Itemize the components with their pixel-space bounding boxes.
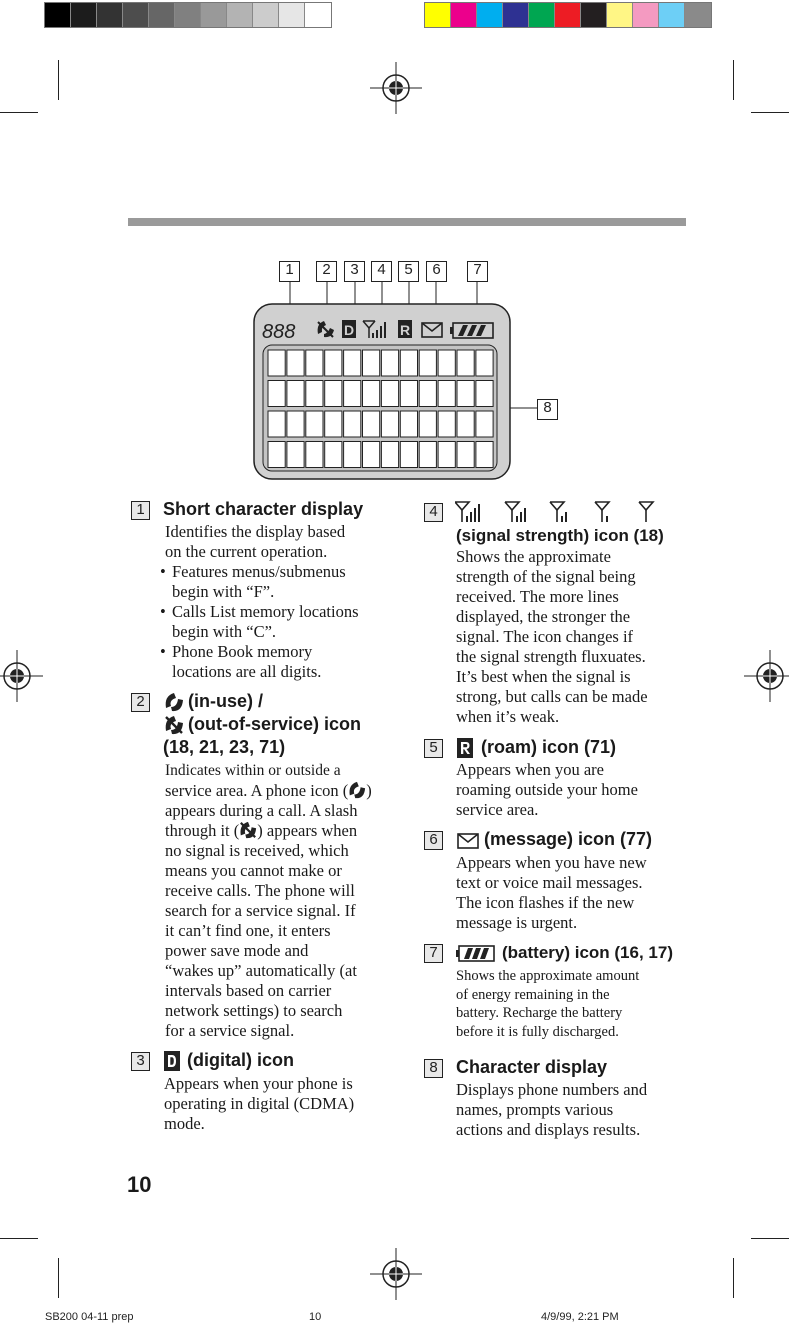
callout-4: 4 (371, 261, 392, 282)
color-swatch (451, 3, 477, 27)
body-line: service area. (456, 800, 539, 819)
gray-swatch (123, 3, 149, 27)
lcd-cell (381, 411, 398, 437)
callout-1: 1 (279, 261, 300, 282)
body-line: actions and displays results. (456, 1120, 641, 1139)
lcd-cell (287, 411, 304, 437)
message-envelope-icon (457, 833, 479, 849)
crop-mark (0, 1238, 38, 1239)
body-line: Calls List memory locations (172, 602, 359, 621)
footer-center: 10 (309, 1311, 322, 1323)
item-7-body (456, 967, 639, 1041)
item-5-title: (roam) icon (71) (481, 737, 617, 757)
item-2-title-line2: (out-of-service) icon (188, 714, 362, 734)
item-7-title: (battery) icon (16, 17) (502, 943, 673, 962)
lcd-cell (306, 350, 323, 376)
lcd-cell (438, 350, 455, 376)
lcd-cell (438, 411, 455, 437)
lcd-cell (419, 350, 436, 376)
lcd-cell (400, 442, 417, 468)
body-line: Displays phone numbers and (456, 1080, 648, 1099)
body-line: intervals based on carrier (165, 981, 332, 1000)
lcd-display-diagram (250, 282, 562, 484)
item-1-body (165, 522, 345, 562)
lcd-cell (476, 381, 493, 407)
lcd-short-digits: 888 (262, 321, 296, 343)
gray-swatch (175, 3, 201, 27)
body-text: service area. A phone icon ( (165, 781, 349, 800)
lcd-cell (363, 442, 380, 468)
lcd-cell (325, 442, 342, 468)
item-1-number: 1 (131, 501, 150, 520)
lcd-cell (325, 350, 342, 376)
bullet-dot: • (160, 562, 166, 581)
lcd-cell (400, 350, 417, 376)
lcd-cell (476, 411, 493, 437)
lcd-cell (344, 442, 361, 468)
body-line: Appears when you have new (456, 853, 647, 872)
crop-mark (733, 1258, 734, 1298)
lcd-cell (363, 350, 380, 376)
slashed-phone-icon (239, 821, 257, 839)
lcd-cell (419, 411, 436, 437)
lcd-cell (344, 350, 361, 376)
color-swatch (503, 3, 529, 27)
body-text: through it ( (165, 821, 240, 840)
digital-d-icon (164, 1051, 180, 1071)
body-line: begin with “C”. (172, 622, 277, 641)
lcd-cell (476, 350, 493, 376)
body-line: names, prompts various (456, 1100, 614, 1119)
item-1-title: Short character display (163, 499, 364, 519)
body-line: text or voice mail messages. (456, 873, 643, 892)
body-line: It’s best when the signal is (456, 667, 631, 686)
body-line: displayed, the stronger the (456, 607, 631, 626)
gray-swatch (253, 3, 279, 27)
lcd-cell (306, 381, 323, 407)
bullet-dot: • (160, 642, 166, 661)
body-line: it can’t find one, it enters (165, 921, 331, 940)
body-line: Identifies the display based (165, 522, 346, 541)
lcd-cell (306, 411, 323, 437)
body-line: strength of the signal being (456, 567, 636, 586)
body-line: Appears when you are (456, 760, 604, 779)
body-line: when it’s weak. (456, 707, 560, 726)
lcd-cell (419, 442, 436, 468)
lcd-cell (287, 442, 304, 468)
body-line: appears during a call. A slash (165, 801, 358, 820)
body-line: Phone Book memory (172, 642, 313, 661)
item-8-title: Character display (456, 1057, 608, 1077)
item-7-number: 7 (424, 944, 443, 963)
lcd-cell (381, 350, 398, 376)
gray-swatch (149, 3, 175, 27)
callout-6: 6 (426, 261, 447, 282)
battery-icon (456, 945, 496, 962)
lcd-cell (400, 411, 417, 437)
lcd-cell (344, 381, 361, 407)
lcd-cell (476, 442, 493, 468)
body-line: Shows the approximate amount (456, 968, 640, 984)
body-line-with-icon (165, 781, 372, 801)
lcd-cell (325, 381, 342, 407)
body-line: Indicates within or outside a (165, 762, 341, 779)
color-swatch (685, 3, 711, 27)
lcd-cell (344, 411, 361, 437)
gray-swatch (45, 3, 71, 27)
lcd-cell (457, 442, 474, 468)
body-line: roaming outside your home (456, 780, 638, 799)
color-swatch (607, 3, 633, 27)
lcd-cell (287, 381, 304, 407)
body-line: Appears when your phone is (164, 1074, 353, 1093)
lcd-cell (400, 381, 417, 407)
body-line: begin with “F”. (172, 582, 275, 601)
body-line: “wakes up” automatically (at (165, 961, 357, 980)
lcd-cell (381, 442, 398, 468)
lcd-cell (287, 350, 304, 376)
color-swatch (529, 3, 555, 27)
body-line: means you cannot make or (165, 861, 342, 880)
body-line: message is urgent. (456, 913, 578, 932)
body-line: power save mode and (165, 941, 309, 960)
signal-strength-icons (455, 501, 661, 523)
callout-5: 5 (398, 261, 419, 282)
gray-swatch (305, 3, 331, 27)
callout-7: 7 (467, 261, 488, 282)
item-8-body (456, 1080, 647, 1140)
item-1-bullet-3 (172, 642, 321, 682)
item-6-body (456, 853, 647, 933)
gray-swatch (227, 3, 253, 27)
item-4-number: 4 (424, 503, 443, 522)
gray-swatch (71, 3, 97, 27)
body-text: ) appears when (257, 821, 358, 840)
item-2-title-line1: (in-use) / (188, 691, 263, 711)
item-2-title-line3: (18, 21, 23, 71) (163, 737, 286, 757)
color-swatch (633, 3, 659, 27)
registration-mark-top (370, 62, 422, 114)
footer-left: SB200 04-11 prep (45, 1311, 134, 1323)
lcd-cell (268, 442, 285, 468)
item-1-bullet-2 (172, 602, 359, 642)
item-2-body (165, 761, 372, 1041)
registration-mark-bottom (370, 1248, 422, 1300)
body-line: for a service signal. (165, 1021, 295, 1040)
grayscale-bar (44, 2, 332, 28)
lcd-cell (381, 381, 398, 407)
body-line: battery. Recharge the battery (456, 1005, 623, 1021)
body-line: search for a service signal. If (165, 901, 356, 920)
crop-mark (58, 60, 59, 100)
gray-swatch (279, 3, 305, 27)
crop-mark (58, 1258, 59, 1298)
gray-swatch (97, 3, 123, 27)
item-3-number: 3 (131, 1052, 150, 1071)
body-line: Shows the approximate (456, 547, 611, 566)
bullet-dot: • (160, 602, 166, 621)
item-1-bullet-1 (172, 562, 346, 602)
lcd-cell (457, 411, 474, 437)
color-swatch (477, 3, 503, 27)
color-swatch (425, 3, 451, 27)
lcd-cell (363, 411, 380, 437)
lcd-r-icon: R (400, 322, 411, 338)
body-line: network settings) to search (165, 1001, 343, 1020)
callout-3: 3 (344, 261, 365, 282)
lcd-d-icon: D (344, 322, 355, 338)
lcd-cell (363, 381, 380, 407)
lcd-cell (325, 411, 342, 437)
lcd-cell (438, 442, 455, 468)
body-line: locations are all digits. (172, 662, 322, 681)
footer-right: 4/9/99, 2:21 PM (541, 1311, 619, 1323)
body-line: of energy remaining in the (456, 986, 610, 1003)
body-line: receive calls. The phone will (165, 881, 355, 900)
color-swatch (555, 3, 581, 27)
lcd-cell (268, 381, 285, 407)
crop-mark (751, 1238, 789, 1239)
lcd-cell (268, 350, 285, 376)
lcd-cell (457, 381, 474, 407)
body-line: operating in digital (CDMA) (164, 1094, 355, 1113)
registration-mark-left (0, 650, 43, 702)
crop-mark (733, 60, 734, 100)
gray-swatch (201, 3, 227, 27)
item-5-body (456, 760, 638, 820)
section-rule (128, 218, 686, 226)
item-4-title: (signal strength) icon (18) (456, 526, 664, 545)
body-line: signal. The icon changes if (456, 627, 634, 646)
body-line: no signal is received, which (165, 841, 349, 860)
item-6-number: 6 (424, 831, 443, 850)
callout-8: 8 (537, 399, 558, 420)
lcd-cell (306, 442, 323, 468)
item-6-title: (message) icon (77) (484, 829, 653, 849)
in-use-phone-icon (164, 692, 184, 712)
body-line: Features menus/submenus (172, 562, 346, 581)
body-line: received. The more lines (456, 587, 619, 606)
crop-mark (0, 112, 38, 113)
body-line: The icon flashes if the new (456, 893, 635, 912)
lcd-cell (457, 350, 474, 376)
lcd-cell (419, 381, 436, 407)
item-3-body (164, 1074, 354, 1134)
out-of-service-phone-icon (164, 715, 184, 735)
roam-r-icon (457, 738, 473, 758)
page-number: 10 (127, 1172, 152, 1197)
color-swatch (659, 3, 685, 27)
body-text: ) (366, 781, 372, 800)
body-line: before it is fully discharged. (456, 1023, 619, 1040)
item-2-number: 2 (131, 693, 150, 712)
body-line: strong, but calls can be made (456, 687, 648, 706)
item-8-number: 8 (424, 1059, 443, 1078)
callout-2: 2 (316, 261, 337, 282)
registration-mark-right (744, 650, 789, 702)
item-4-body (456, 547, 648, 727)
body-line-with-icon (165, 821, 372, 841)
item-5-number: 5 (424, 739, 443, 758)
body-line: mode. (164, 1114, 205, 1133)
color-bar (424, 2, 712, 28)
color-swatch (581, 3, 607, 27)
body-line: the signal strength fluxuates. (456, 647, 646, 666)
crop-mark (751, 112, 789, 113)
body-line: on the current operation. (165, 542, 328, 561)
lcd-cell (268, 411, 285, 437)
phone-icon (348, 781, 366, 799)
lcd-cell (438, 381, 455, 407)
item-3-title: (digital) icon (187, 1050, 294, 1070)
